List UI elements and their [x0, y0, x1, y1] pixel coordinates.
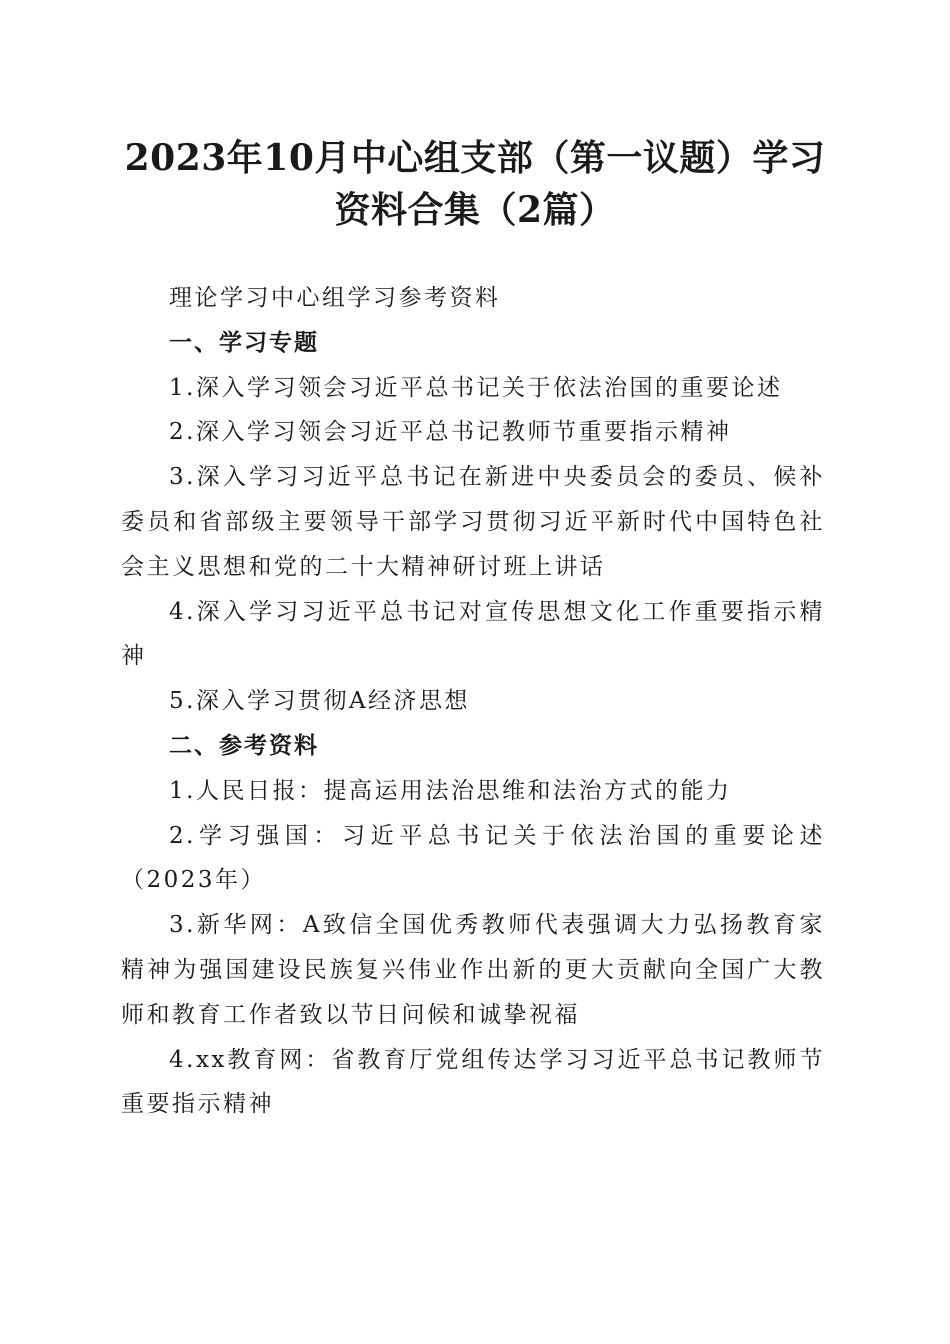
reference-item: 3.新华网：A致信全国优秀教师代表强调大力弘扬教育家精神为强国建设民族复兴伟业作出新的更大贡献向全国广大教师和教育工作者致以节日问候和诚挚祝福 [121, 912, 825, 1028]
topic-item: 2.深入学习领会习近平总书记教师节重要指示精神 [169, 419, 732, 446]
reference-item: 1.人民日报：提高运用法治思维和法治方式的能力 [169, 777, 732, 804]
document-title: 2023年10月中心组支部（第一议题）学习资料合集（2篇） [124, 137, 826, 231]
topic-item: 1.深入学习领会习近平总书记关于依法治国的重要论述 [169, 374, 783, 401]
topic-item: 3.深入学习习近平总书记在新进中央委员会的委员、候补委员和省部级主要领导干部学习贯彻习近平新时代中国特色社会主义思想和党的二十大精神研讨班上讲话 [121, 464, 825, 580]
reference-item: 2.学习强国：习近平总书记关于依法治国的重要论述（2023年） [121, 822, 825, 894]
section-heading-references: 二、参考资料 [169, 732, 319, 759]
topic-item: 5.深入学习贯彻A经济思想 [169, 688, 471, 715]
reference-item: 4.xx教育网：省教育厅党组传达学习习近平总书记教师节重要指示精神 [121, 1046, 825, 1118]
section-heading-topics: 一、学习专题 [169, 329, 319, 356]
topic-item: 4.深入学习习近平总书记对宣传思想文化工作重要指示精神 [121, 598, 825, 670]
document-body [121, 276, 825, 1127]
document-subtitle: 理论学习中心组学习参考资料 [169, 285, 501, 311]
